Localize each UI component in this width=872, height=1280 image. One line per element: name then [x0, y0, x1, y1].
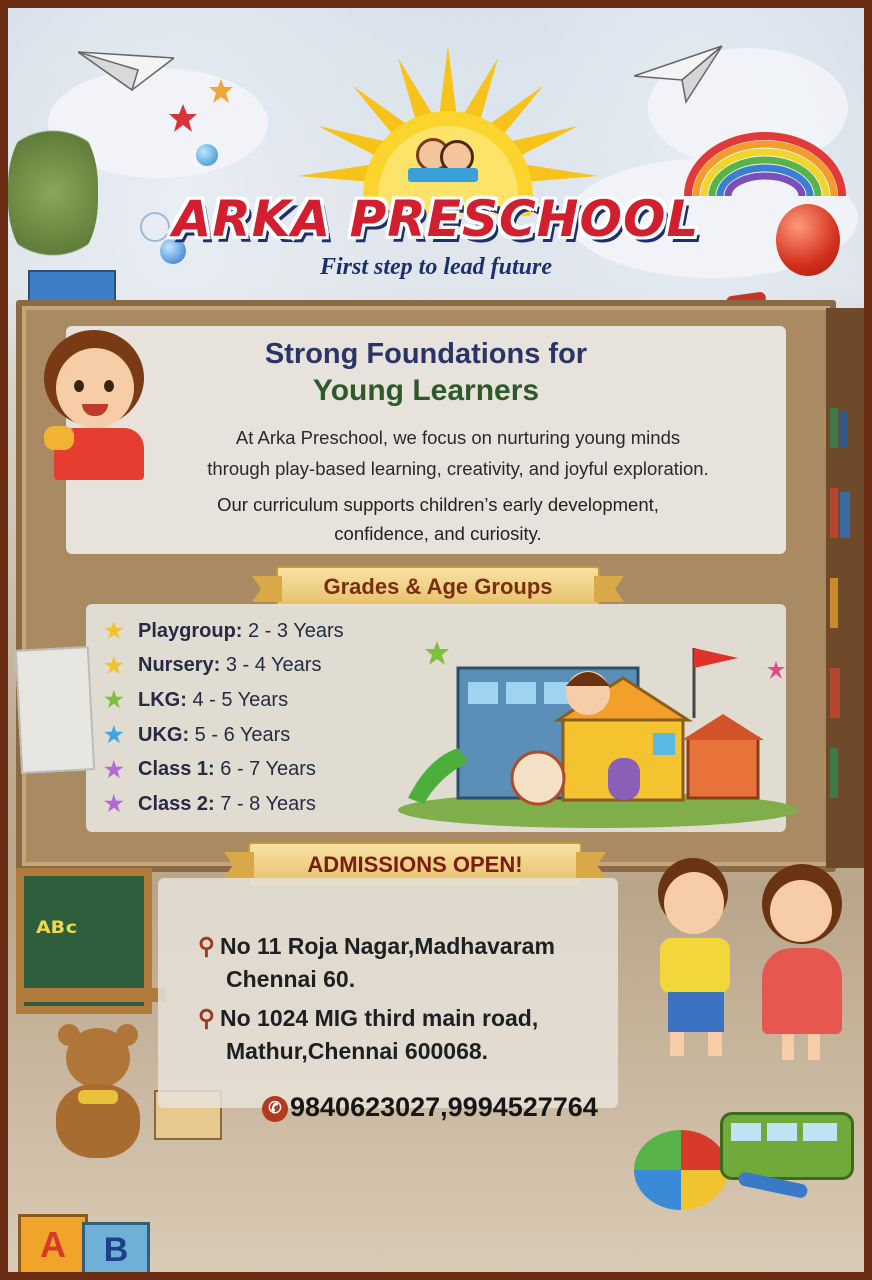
waving-girl-illustration — [34, 330, 154, 480]
star-icon: ★ — [104, 618, 124, 644]
school-building-illustration — [388, 638, 798, 828]
map-pin-icon: ⚲ — [198, 933, 215, 959]
preschool-poster — [8, 8, 864, 1272]
grade-age: 5 - 6 Years — [194, 723, 291, 746]
address-1 — [198, 930, 555, 996]
paper-plane-icon — [78, 48, 174, 92]
star-icon — [208, 78, 234, 104]
star-icon: ★ — [104, 722, 124, 748]
grades-list — [104, 614, 344, 822]
school-name: ARKA PRESCHOOL — [172, 190, 700, 248]
boy-waving-illustration — [638, 858, 748, 1068]
bookshelf-decoration — [826, 308, 864, 868]
intro-paragraph2 — [138, 490, 738, 548]
intro-paragraph1 — [128, 422, 788, 484]
alphabet-block-a-icon: A — [18, 1214, 88, 1272]
intro-paragraph1-line2: through play-based learning, creativity, and joyful exploration. — [207, 458, 709, 479]
grade-item-class1 — [104, 752, 344, 787]
address-2-line1: No 1024 MIG third main road, — [220, 1005, 539, 1031]
grade-age: 6 - 7 Years — [220, 758, 316, 781]
grade-item-class2 — [104, 787, 344, 822]
chalkboard-letters-icon: ᴬᴮᶜ — [36, 916, 78, 951]
intro-heading-line1: Strong Foundations for — [264, 338, 588, 370]
grade-item-nursery — [104, 649, 344, 684]
admissions-banner: ADMISSIONS OPEN! — [248, 842, 582, 888]
rainbow-icon — [680, 128, 850, 198]
open-book-icon — [408, 168, 478, 182]
address-1-line1: No 11 Roja Nagar,Madhavaram — [220, 933, 555, 959]
phone-numbers — [262, 1092, 598, 1123]
intro-paragraph1-line1: At Arka Preschool, we focus on nurturing young minds — [235, 427, 681, 448]
beach-ball-icon — [634, 1130, 728, 1210]
grade-label: UKG: — [138, 723, 190, 746]
address-2 — [198, 1002, 538, 1068]
star-icon — [424, 640, 450, 666]
grade-label: Nursery: — [138, 654, 221, 677]
girl-waving-illustration — [748, 864, 858, 1074]
star-icon: ★ — [104, 687, 124, 713]
grade-item-lkg — [104, 683, 344, 718]
teddy-bear-illustration — [38, 1028, 158, 1158]
star-icon: ★ — [104, 756, 124, 782]
grade-item-ukg — [104, 718, 344, 753]
star-icon — [766, 660, 786, 680]
phone-icon: ✆ — [262, 1096, 288, 1122]
tagline: First step to lead future — [319, 254, 553, 280]
grades-banner: Grades & Age Groups — [276, 566, 600, 608]
intro-heading-line2: Young Learners — [312, 374, 540, 407]
drawing-paper-decoration — [15, 646, 95, 774]
grade-age: 7 - 8 Years — [220, 792, 316, 815]
intro-paragraph2-line2: confidence, and curiosity. — [334, 523, 542, 544]
grade-label: LKG: — [138, 688, 187, 711]
toy-bus-icon — [720, 1112, 854, 1180]
easel-shelf-decoration — [16, 988, 166, 1002]
grade-label: Playgroup: — [138, 619, 243, 642]
grade-label: Class 1: — [138, 758, 215, 781]
intro-paragraph2-line1: Our curriculum supports children’s early development, — [217, 494, 659, 515]
address-1-line2: Chennai 60. — [226, 966, 356, 992]
bubble-decoration — [196, 144, 218, 166]
paper-plane-icon — [634, 44, 724, 104]
grade-age: 2 - 3 Years — [248, 619, 344, 642]
map-pin-icon: ⚲ — [198, 1005, 215, 1031]
star-icon — [168, 103, 198, 133]
alphabet-block-b-icon: B — [82, 1222, 150, 1272]
grade-age: 4 - 5 Years — [192, 688, 289, 711]
star-icon: ★ — [104, 791, 124, 817]
star-icon: ★ — [104, 652, 124, 678]
grade-age: 3 - 4 Years — [225, 654, 322, 677]
grade-item-playgroup — [104, 614, 344, 649]
grade-label: Class 2: — [138, 792, 215, 815]
address-2-line2: Mathur,Chennai 600068. — [226, 1038, 489, 1064]
phone-text: 9840623027,9994527764 — [290, 1092, 598, 1122]
